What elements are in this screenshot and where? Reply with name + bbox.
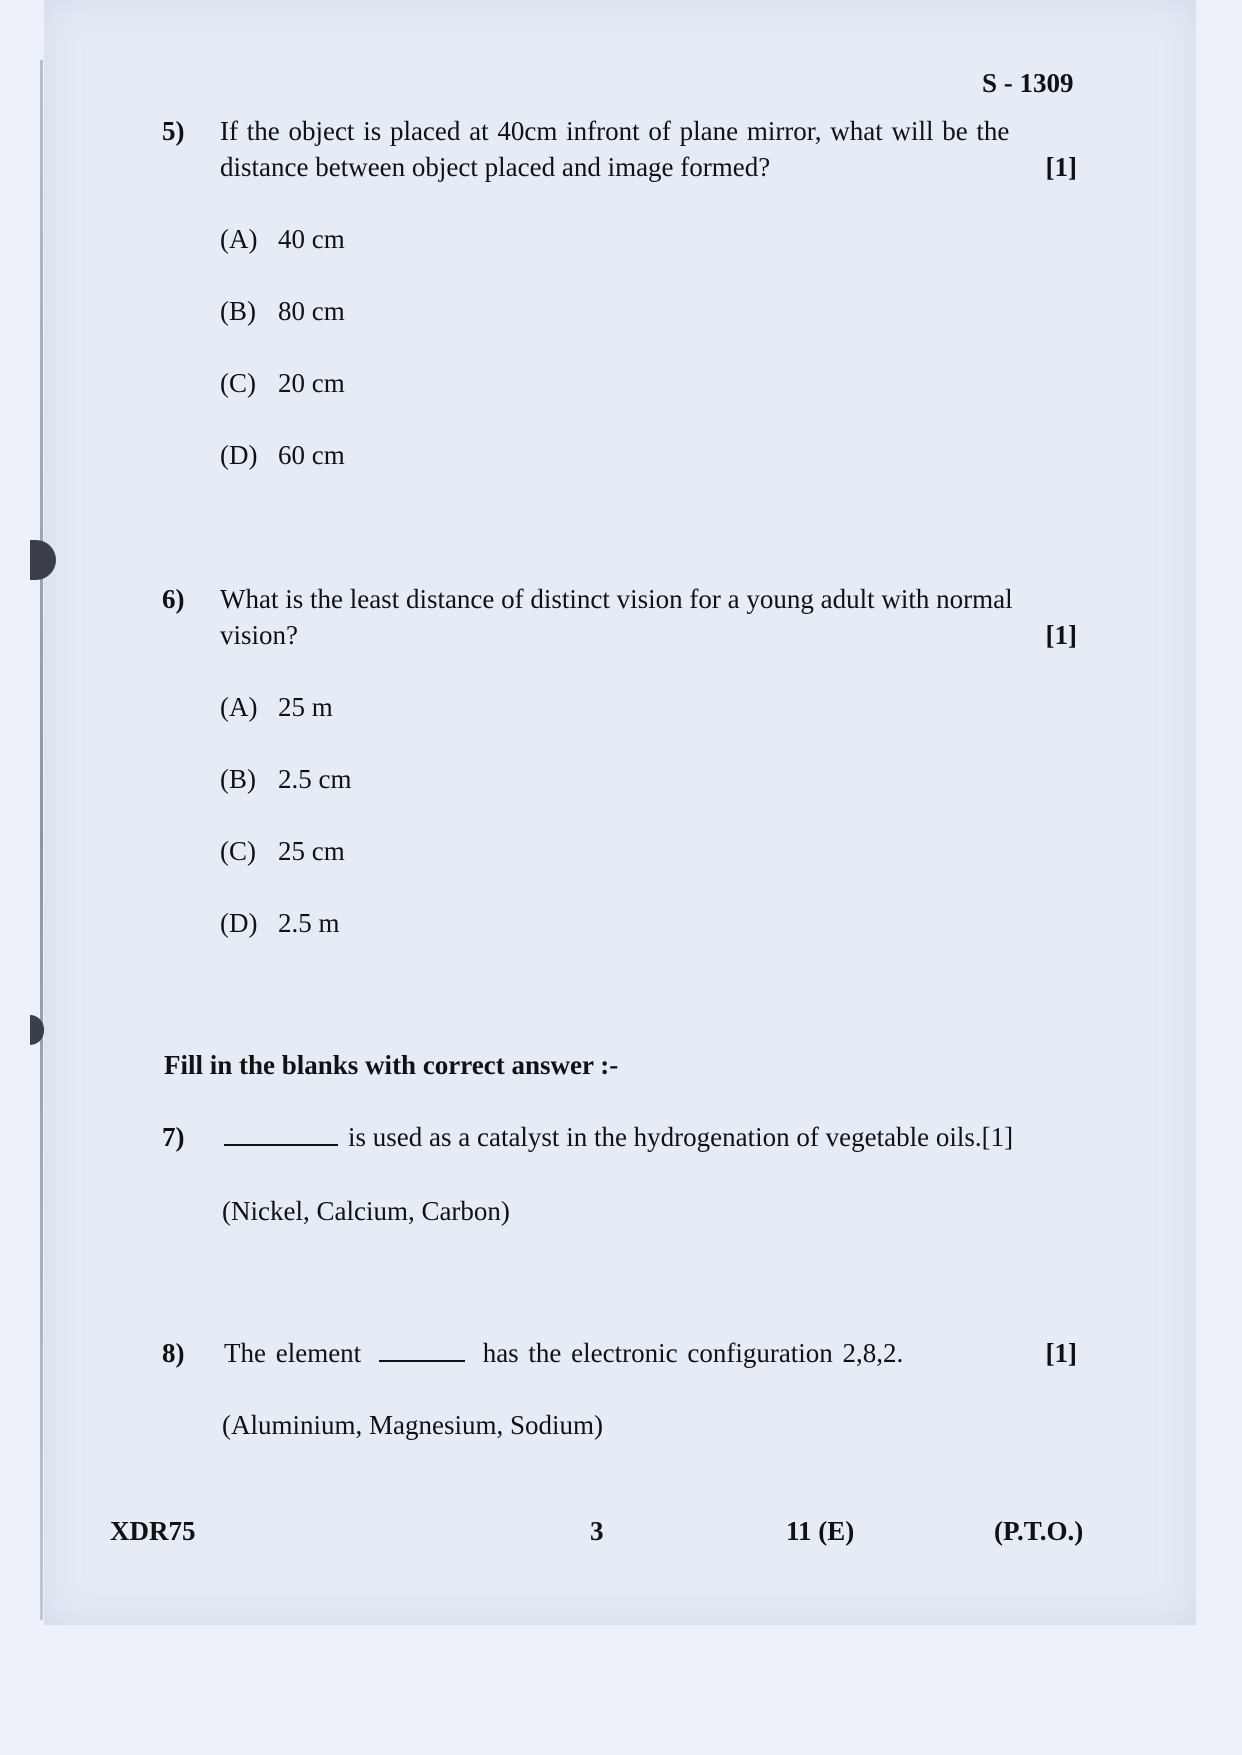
question-text: If the object is placed at 40cm infront of plane mirror, what will be the: [220, 116, 1010, 146]
question-number: 6): [162, 584, 185, 614]
answer-choices: (Nickel, Calcium, Carbon): [222, 1196, 510, 1226]
option-b: (B) 80 cm: [220, 296, 345, 326]
answer-blank: [379, 1338, 465, 1362]
option-d: (D) 60 cm: [220, 440, 345, 470]
option-b: (B) 2.5 cm: [220, 764, 352, 794]
question-text: is used as a catalyst in the hydrogenation of vegetable oils.[1]: [224, 1120, 1013, 1154]
series-code: 11 (E): [786, 1516, 855, 1546]
option-c: (C) 20 cm: [220, 368, 345, 398]
pto-label: (P.T.O.): [994, 1516, 1084, 1546]
answer-blank: [224, 1122, 338, 1146]
question-marks: [1]: [1045, 1338, 1077, 1368]
question-number: 8): [162, 1338, 185, 1368]
option-d: (D) 2.5 m: [220, 908, 340, 938]
question-marks: [1]: [1045, 620, 1077, 650]
page-edge: [40, 60, 43, 1620]
option-c: (C) 25 cm: [220, 836, 345, 866]
question-number: 5): [162, 116, 185, 146]
paper-code: S - 1309: [982, 68, 1074, 98]
question-marks: [1]: [1045, 152, 1077, 182]
option-a: (A) 25 m: [220, 692, 333, 722]
question-number: 7): [162, 1122, 185, 1152]
question-text: distance between object placed and image formed?: [220, 152, 771, 182]
question-text: What is the least distance of distinct vision for a young adult with normal: [220, 584, 1013, 614]
question-text: The element has the electronic configuration 2,8,2.: [224, 1338, 904, 1368]
answer-choices: (Aluminium, Magnesium, Sodium): [222, 1410, 603, 1440]
question-text: vision?: [220, 620, 298, 650]
footer-code: XDR75: [110, 1516, 196, 1546]
option-a: (A) 40 cm: [220, 224, 345, 254]
page-number: 3: [590, 1516, 604, 1546]
exam-page: [44, 0, 1196, 1625]
section-heading: Fill in the blanks with correct answer :-: [164, 1050, 619, 1080]
